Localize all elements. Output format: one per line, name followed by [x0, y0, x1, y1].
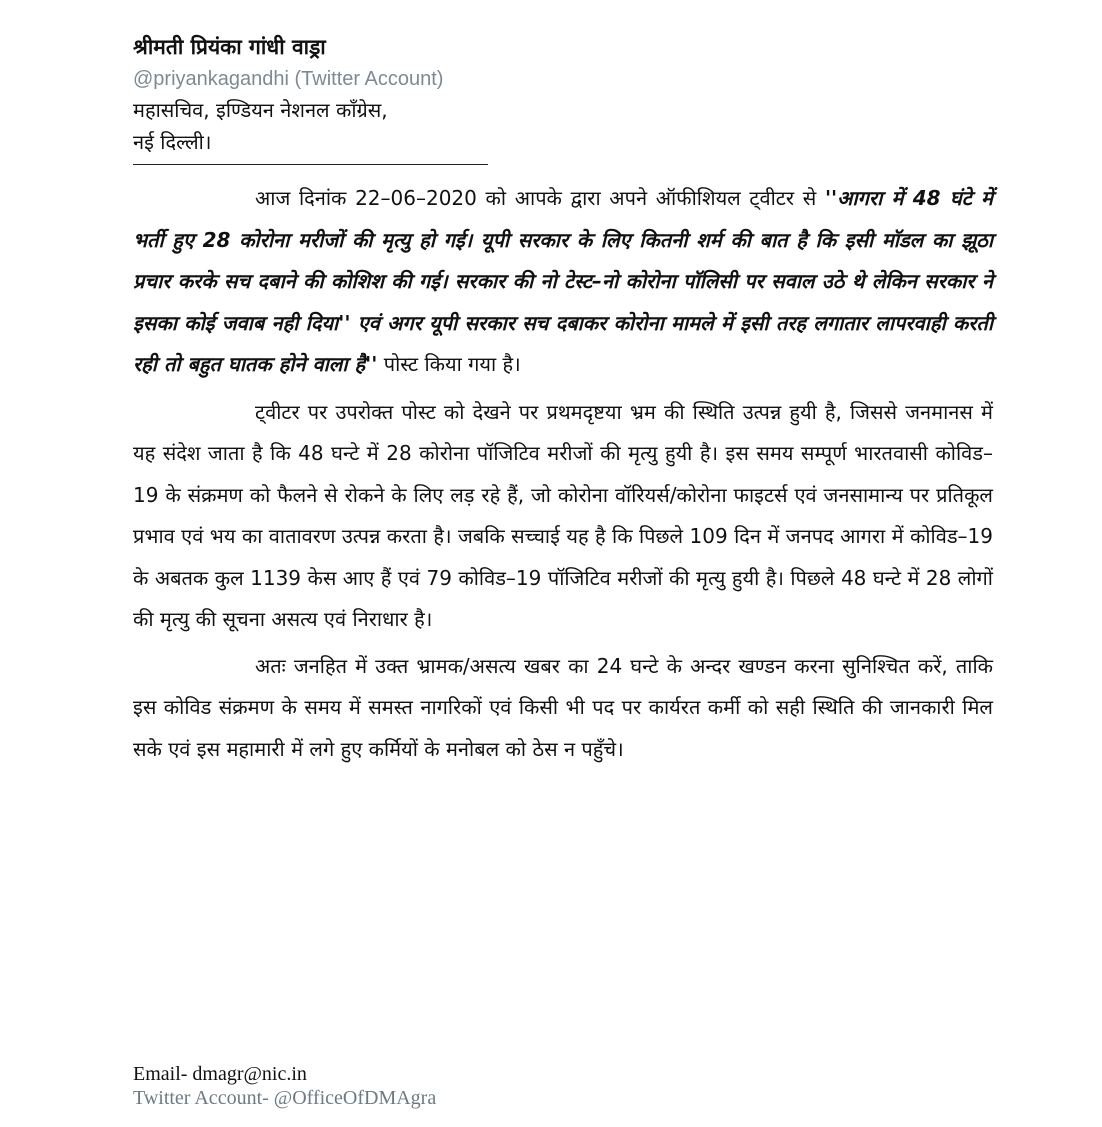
addressee-name: श्रीमती प्रियंका गांधी वाड्रा [133, 35, 326, 59]
letter-body [133, 178, 993, 770]
footer-contact [133, 1062, 436, 1110]
quoted-tweet: ''आगरा में 48 घंटे में भर्ती हुए 28 कोरोना मरीजों की मृत्यु हो गई। यूपी सरकार के लिए कितनी शर्म की बात है कि इसी मॉडल का झूठा प्रचार करके सच दबाने की कोशिश की गई। सरकार की नो टेस्ट–नो कोरोना पॉलिसी पर सवाल उठे थे लेकिन सरकार ने इसका कोई जवाब नही दिया'' एवं अगर यूपी सरकार सच दबाकर कोरोना मामले में इसी तरह लगातार लापरवाही करती रही तो बहुत घातक होने वाला है'' [133, 186, 994, 376]
paragraph-2: ट्वीटर पर उपरोक्त पोस्ट को देखने पर प्रथमदृष्टया भ्रम की स्थिति उत्पन्न हुयी है, जिससे जनमानस में यह संदेश जाता है कि 48 घन्टे में 28 कोरोना पॉजिटिव मरीजों की मृत्यु हुयी है। इस समय सम्पूर्ण भारतवासी कोविड–19 के संक्रमण को फैलने से रोकने के लिए लड़ रहे हैं, जो कोरोना वॉरियर्स/कोरोना फाइटर्स एवं जनसामान्य पर प्रतिकूल प्रभाव एवं भय का वातावरण उत्पन्न करता है। जबकि सच्चाई यह है कि पिछले 109 दिन में जनपद आगरा में कोविड–19 के अबतक कुल 1139 केस आए हैं एवं 79 कोविड–19 पॉजिटिव मरीजों की मृत्यु हुयी है। पिछले 48 घन्टे में 28 लोगों की मृत्यु की सूचना असत्य एवं निराधार है। [133, 399, 993, 631]
separator-line [133, 164, 488, 165]
paragraph-1-end: पोस्ट किया गया है। [383, 352, 521, 376]
addressee-twitter-handle: @priyankagandhi (Twitter Account) [133, 68, 444, 90]
footer-twitter: Twitter Account- @OfficeOfDMAgra [133, 1087, 437, 1109]
addressee-designation: महासचिव, इण्डियन नेशनल कॉंग्रेस, [133, 98, 388, 122]
paragraph-1-intro: आज दिनांक 22–06–2020 को आपके द्वारा अपने ऑफीशियल ट्वीटर से [255, 186, 817, 210]
paragraph-3: अतः जनहित में उक्त भ्रामक/असत्य खबर का 24 घन्टे के अन्दर खण्डन करना सुनिश्चित करें, ताकि इस कोविड संक्रमण के समय में समस्त नागरिकों एवं किसी भी पद पर कार्यरत कर्मी को सही स्थिति की जानकारी मिल सके एवं इस महामारी में लगे हुए कर्मियों के मनोबल को ठेस न पहुँचे। [133, 653, 993, 761]
footer-email: Email- dmagr@nic.in [133, 1063, 307, 1085]
paragraph-1 [133, 178, 993, 386]
addressee-block [133, 30, 733, 165]
addressee-city: नई दिल्ली। [133, 130, 212, 154]
